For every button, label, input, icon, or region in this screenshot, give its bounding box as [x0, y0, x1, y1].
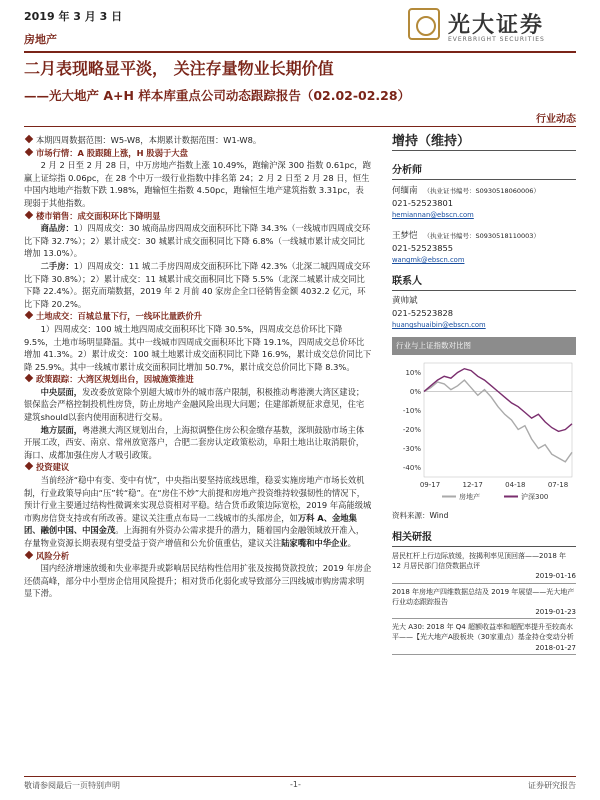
contact-phone: 021-52523828: [392, 308, 454, 318]
title-divider: [24, 126, 576, 127]
y-tick-label: -10%: [402, 407, 421, 415]
section-title: 土地成交：百城总量下行，一线环比量跌价升: [36, 311, 202, 322]
paragraph: [24, 222, 372, 260]
analyst-heading: 分析师: [392, 165, 422, 176]
bullet-icon: [25, 462, 33, 470]
section-heading: [24, 373, 372, 386]
analyst-2: [392, 229, 576, 242]
main-body: [24, 134, 372, 600]
chart-source: 资料来源：Wind: [392, 511, 449, 520]
analyst-1: [392, 184, 576, 197]
paragraph: 国内经济增速放缓和失业率提升或影响居民结构性信用扩张及按揭贷款投放；2019 年房企还债高峰，部分中小型房企信用风险提升；相对货币化弱化或导致部分三四线城市购房需求明显下滑。: [24, 563, 372, 599]
section-title: 投资建议: [36, 462, 70, 473]
paragraph: [24, 474, 372, 550]
contact-name: 黄帅斌: [392, 296, 418, 306]
bullet-icon: [25, 374, 33, 382]
paragraph-text: 。: [347, 538, 356, 548]
divider: [392, 546, 576, 547]
x-tick-label: 09-17: [419, 481, 441, 489]
y-tick-label: -30%: [402, 445, 421, 453]
analyst-phone: 021-52523801: [392, 198, 454, 208]
y-tick-label: 0%: [409, 388, 421, 396]
paragraph-text: 粤港澳大湾区规划出台，上海拟调整住房公积金缴存基数，深圳鼓励市场主体开展工改，西安、南京、常州放宽落户，合肥二套房认定政策松动，阜阳土地出让取消限价，海口、成都加强住房人才吸引政策。: [24, 424, 365, 460]
paragraph: [24, 386, 372, 424]
paragraph: [24, 424, 372, 462]
sidebar: [392, 134, 576, 655]
paragraph-text: 发改委放宽除个别超大城市外的城市落户限制，积极推动粤港澳大湾区建设；银保监会严格控制投机性房贷，防止房地产金融风险出现大问题；住建部新规征求意见，住宅建筑should以套内使用面积进行交易。: [24, 386, 365, 423]
related-report-title: 居民杠杆上行边际放缓，按揭利率见顶回落——2018 年 12 月居民部门信贷数据点评: [392, 552, 567, 571]
bullet-icon: [25, 311, 33, 319]
page-number: -1-: [290, 780, 301, 789]
bullet-icon: [25, 550, 33, 558]
section-title: 楼市销售：成交面积环比下降明显: [36, 210, 161, 221]
section-title: 市场行情：A 股跟随上涨，H 股弱于大盘: [36, 147, 188, 158]
section-title: 政策跟踪：大湾区规划出台，因城施策推进: [36, 374, 194, 385]
analyst-phone: 021-52523855: [392, 243, 454, 253]
paragraph: 2 月 2 日至 2 月 28 日，中万房地产指数上涨 10.49%，跑输沪深 300 指数 0.61pc，跑赢上证综指 0.06pc，在 28 个中万一级行业指数中排名第 24；2 月 2 日至 2 月 28 日，恒生中国内地地产指数下跌 1.98%，跑输恒生指数 4.50pc，跑输恒生地产建筑指数 3.31pc，表现弱于其他指数。: [24, 160, 371, 208]
report-title: 二月表现略显平淡， 关注存量物业长期价值: [24, 59, 334, 78]
related-reports-heading: 相关研报: [392, 532, 432, 543]
paragraph-label: 商品房：: [40, 223, 74, 234]
analyst-name: 何缅南: [392, 186, 418, 196]
paragraph-label: 地方层面，: [40, 424, 83, 435]
company-logo: [408, 6, 578, 50]
divider: [392, 150, 576, 151]
y-tick-label: -20%: [402, 426, 421, 434]
section-heading: [24, 147, 372, 160]
footer-doc-type: 证券研究报告: [528, 781, 576, 790]
contact-heading: 联系人: [392, 276, 422, 287]
contact-email-link[interactable]: huangshuaibin@ebscn.com: [392, 321, 486, 329]
license-number: （执业证书编号：S0930518110003）: [423, 232, 540, 240]
plot-area: [424, 363, 572, 477]
paragraph-label: 中央层面，: [40, 386, 83, 397]
logo-seal-icon: [408, 8, 440, 40]
logo-subtext: EVERBRIGHT SECURITIES: [448, 36, 545, 43]
series-line: [424, 369, 572, 432]
recommended-stocks: 万科 A、金地集团、融创中国、中国金茂: [24, 512, 357, 536]
bullet-icon: [25, 210, 33, 218]
report-type-tag: 行业动态: [536, 114, 576, 125]
report-subtitle: ——光大地产 A+H 样本库重点公司动态跟踪报告（02.02-02.28）: [24, 88, 411, 103]
license-number: （执业证书编号：S0930518060006）: [423, 187, 540, 195]
analyst-email-link[interactable]: hemiannan@ebscn.com: [392, 211, 474, 219]
paragraph: [24, 260, 372, 310]
related-report-date: 2019-01-16: [392, 571, 576, 583]
analyst-name: 王梦恺: [392, 231, 418, 241]
header-divider: [24, 51, 576, 53]
report-date: 2019 年 3 月 3 日: [24, 10, 123, 23]
related-report-title: 2018 年房地产四维数据总结及 2019 年展望——光大地产行业动态跟踪报告: [392, 587, 575, 606]
rating: 增持（维持）: [392, 134, 471, 149]
index-comparison-chart: [392, 337, 576, 522]
legend-label: 房地产: [459, 493, 480, 501]
section-heading: [24, 210, 372, 223]
section-title: 风险分析: [36, 550, 70, 561]
legend-label: 沪深300: [521, 493, 549, 501]
related-report-date: 2019-01-23: [392, 607, 576, 619]
line-chart: [392, 355, 576, 505]
paragraph-text: 。上海拥有外资办公需求提升的潜力，随着国内金融领域放开准入，存量物业资源长期表现有望受益于资产增值和公允价值重估，建议关注: [24, 525, 365, 548]
related-report-link[interactable]: [392, 622, 576, 655]
y-tick-label: 10%: [405, 369, 421, 377]
section-heading: [24, 550, 372, 563]
paragraph-text: 1）四周成交：30 城商品房四周成交面积环比下降 34.3%（一线城市四周成交环比下降 32.7%）；2）累计成交：30 城累计成交面积同比下降 6.8%（一线城市累计成交同比增加 13.0%）。: [24, 223, 371, 259]
y-tick-label: -40%: [402, 464, 421, 472]
related-report-link[interactable]: [392, 551, 576, 584]
bullet-icon: [25, 147, 33, 155]
scope-text: 本期四周数据范围：W5-W8，本期累计数据范围：W1-W8。: [36, 135, 262, 145]
footer-disclaimer: 敬请参阅最后一页特别声明: [24, 781, 120, 790]
related-report-title: 光大 A30: 2018 年 Q4 超额收益率和超配率提升至较高水平——【光大地产A股板块（30家重点）基金持仓变动分析: [392, 623, 574, 642]
industry-category: 房地产: [24, 33, 57, 46]
bullet-icon: [25, 135, 33, 143]
paragraph-label: 二手房：: [40, 260, 74, 271]
paragraph-text: 当前经济“稳中有变、变中有忧”，中央指出要坚持底线思维，稳妥实施房地产市场长效机制，行业政策导向由“压”转“稳”。在“房住不炒”大前提和房地产投资维持较强韧性的情况下，预计行业主要通过结构性微调来实现总资相对平稳。结合货币政策边际宽松，2019 年高能级城市购房信贷支持或有所改善。建议关注重点布局一二线城市的头部房企，如: [24, 475, 372, 523]
related-report-date: 2018-01-27: [392, 643, 576, 655]
divider: [392, 179, 576, 180]
section-heading: [24, 310, 372, 323]
x-tick-label: 04-18: [505, 481, 526, 489]
paragraph-text: 1）四周成交：11 城二手房四周成交面积环比下降 42.3%（北深二城四周成交环比下降 30.8%）；2）累计成交：11 城累计成交面积同比下降 5.5%（北深二城累计成交同比下降 22.4%）。据克而瑞数据，2019 年 2 月前 40 家房企全口径销售金额 4032.2 亿元，环比下降 20.2%。: [24, 260, 371, 309]
paragraph: 1）四周成交：100 城土地四周成交面积环比下降 30.5%，四周成交总价环比下降 9.5%，土地市场明显降温。其中一线城市四周成交面积环比下降 19.1%，四周成交总价环比增加 41.3%。2）累计成交：100 城土地累计成交面积同比下降 16.9%，累计成交总价同比下降 25.9%。其中一线城市累计成交面积同比增加 50.7%，累计成交总价同比下降 8.3%。: [24, 323, 372, 372]
section-heading: [24, 461, 372, 474]
data-scope: [24, 134, 372, 147]
x-tick-label: 12-17: [462, 481, 483, 489]
x-tick-label: 07-18: [547, 481, 569, 489]
chart-title: 行业与上证指数对比图: [392, 337, 576, 355]
footer-divider: [24, 776, 576, 777]
related-reports-list: [392, 551, 576, 655]
analyst-email-link[interactable]: wangmk@ebscn.com: [392, 256, 465, 264]
related-report-link[interactable]: [392, 587, 576, 620]
divider: [392, 290, 576, 291]
recommended-stocks: 陆家嘴和中华企业: [281, 538, 348, 548]
logo-text: 光大证券: [448, 12, 545, 38]
